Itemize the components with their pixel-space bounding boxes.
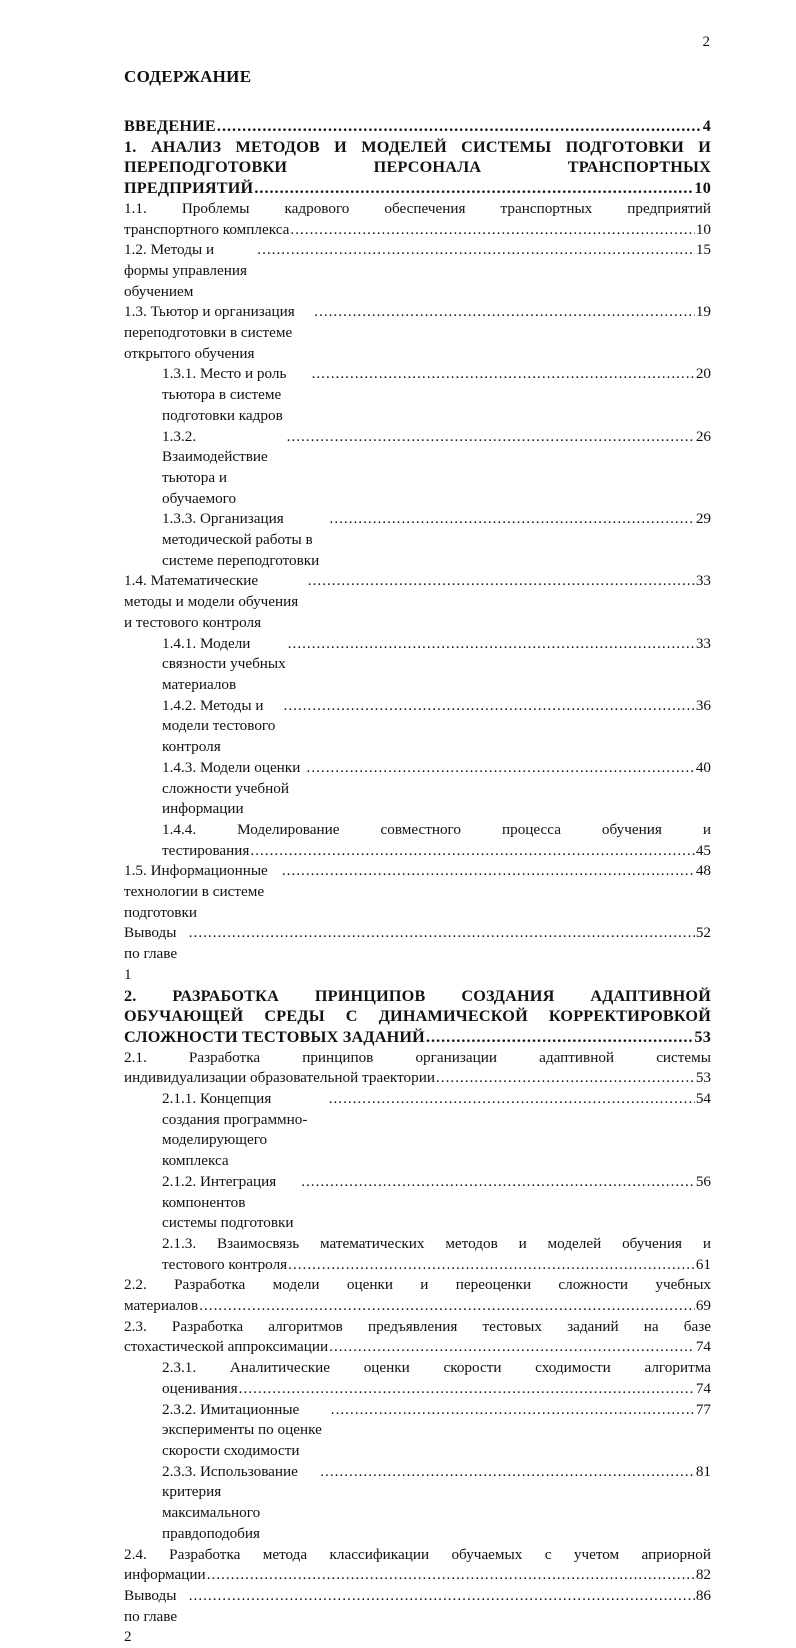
toc-entry-title-line: оценивания <box>162 1379 238 1397</box>
dot-leader <box>426 1027 693 1048</box>
toc-entry-title: 1.4. Математические методы и модели обучения и тестового контроля <box>124 572 299 631</box>
toc-title: СОДЕРЖАНИЕ <box>124 67 252 86</box>
toc-entry-title-line: 1. АНАЛИЗ МЕТОДОВ И МОДЕЛЕЙ СИСТЕМЫ ПОДГОТОВКИ И <box>124 137 711 156</box>
toc-entry-title: 2.1.1. Концепция создания программно-моделирующего комплекса <box>162 1090 308 1170</box>
dot-leader <box>307 758 695 779</box>
dot-leader <box>287 427 695 448</box>
toc-entry-title-line: 2.3.1. Аналитические оценки скорости сходимости алгоритма <box>162 1359 711 1377</box>
toc-entry-title: 1.2. Методы и формы управления обучением <box>124 241 247 300</box>
toc-entry-title-line: стохастической аппроксимации <box>124 1338 329 1356</box>
toc-entry-s2-3-1[interactable] <box>124 1358 711 1399</box>
toc-entry-page: 4 <box>702 117 711 135</box>
toc-entry-page: 10 <box>695 220 711 238</box>
toc-entry-title: 1.5. Информационные технологии в системе подготовки <box>124 862 268 921</box>
toc-entry-page: 77 <box>695 1400 711 1418</box>
toc-entry-page: 52 <box>695 924 711 942</box>
toc-entry-page: 86 <box>695 1586 711 1604</box>
toc-entry-title: 1.3.3. Организация методической работы в системе переподготовки <box>162 510 320 569</box>
toc-entry-title-line: ОБУЧАЮЩЕЙ СРЕДЫ С ДИНАМИЧЕСКОЙ КОРРЕКТИРОВКОЙ <box>124 1007 711 1026</box>
toc-entry-page: 69 <box>695 1297 711 1315</box>
dot-leader <box>301 1172 695 1193</box>
toc-entry-title: 1.4.3. Модели оценки сложности учебной информации <box>162 758 301 818</box>
dot-leader <box>189 923 695 944</box>
toc-entry-page: 53 <box>695 1069 711 1087</box>
toc-entry-s1-3-2[interactable] <box>124 427 711 510</box>
toc-entry-s2-1-3[interactable] <box>124 1234 711 1275</box>
toc-entry-page: 19 <box>695 303 711 321</box>
dot-leader <box>329 1089 695 1110</box>
toc-entry-title: Выводы по главе 2 <box>124 1586 178 1646</box>
dot-leader <box>284 696 695 717</box>
toc-entry-page: 29 <box>695 510 711 528</box>
toc-entry-s2-2[interactable] <box>124 1275 711 1316</box>
toc-entry-title: ВВЕДЕНИЕ <box>124 117 216 135</box>
toc-entry-title-line: СЛОЖНОСТИ ТЕСТОВЫХ ЗАДАНИЙ <box>124 1027 425 1046</box>
dot-leader <box>312 364 695 385</box>
dot-leader <box>207 1565 695 1586</box>
toc-entry-title: 1.4.1. Модели связности учебных материалов <box>162 634 286 693</box>
toc-entry-page: 74 <box>695 1338 711 1356</box>
toc-entry-page: 33 <box>695 634 711 652</box>
toc-entry-s2-1[interactable] <box>124 1048 711 1089</box>
toc-entry-concl1[interactable] <box>124 923 711 985</box>
toc-entry-title-line: 2.1. Разработка принципов организации адаптивной системы <box>124 1048 711 1066</box>
dot-leader <box>250 841 694 862</box>
toc-entry-title-line: тестового контроля <box>162 1255 288 1273</box>
dot-leader <box>257 240 695 261</box>
toc-entry-s1-4[interactable] <box>124 571 711 633</box>
toc-entry-title-line: ПЕРЕПОДГОТОВКИ ПЕРСОНАЛА ТРАНСПОРТНЫХ <box>124 158 711 177</box>
toc-entry-page: 74 <box>695 1379 711 1397</box>
toc-entry-ch2[interactable] <box>124 986 711 1048</box>
dot-leader <box>314 302 695 323</box>
toc-entry-s1-2[interactable] <box>124 240 711 302</box>
dot-leader <box>239 1379 695 1400</box>
toc-entry-title: 1.3.1. Место и роль тьютора в системе подготовки кадров <box>162 365 287 424</box>
table-of-contents <box>124 116 711 1648</box>
toc-entry-title: 2.1.2. Интеграция компонентов системы подготовки <box>162 1172 294 1232</box>
dot-leader <box>436 1068 695 1089</box>
toc-entry-title-line: тестирования <box>162 841 250 859</box>
dot-leader <box>329 1337 695 1358</box>
toc-entry-title-line: 2. РАЗРАБОТКА ПРИНЦИПОВ СОЗДАНИЯ АДАПТИВНОЙ <box>124 986 711 1005</box>
toc-entry-title-line: 2.3. Разработка алгоритмов предъявления тестовых заданий на базе <box>124 1317 711 1335</box>
toc-entry-page: 10 <box>694 179 711 198</box>
toc-entry-s2-3-2[interactable] <box>124 1400 711 1462</box>
toc-entry-s1-4-3[interactable] <box>124 758 711 820</box>
toc-entry-s1-3-3[interactable] <box>124 509 711 571</box>
toc-entry-page: 61 <box>695 1255 711 1273</box>
toc-entry-page: 56 <box>695 1172 711 1190</box>
toc-entry-title: 1.3.2. Взаимодействие тьютора и обучаемого <box>162 427 268 507</box>
toc-entry-s1-1[interactable] <box>124 199 711 240</box>
toc-entry-title-line: информации <box>124 1566 206 1584</box>
toc-entry-s1-4-1[interactable] <box>124 634 711 696</box>
toc-entry-title-line: 2.4. Разработка метода классификации обучаемых с учетом априорной <box>124 1545 711 1563</box>
toc-entry-page: 15 <box>695 241 711 259</box>
dot-leader <box>308 571 695 592</box>
dot-leader <box>290 220 694 241</box>
toc-entry-title-line: 2.1.3. Взаимосвязь математических методов и моделей обучения и <box>162 1234 711 1252</box>
toc-entry-page: 45 <box>695 841 711 859</box>
toc-entry-title-line: 2.2. Разработка модели оценки и переоценки сложности учебных <box>124 1276 711 1294</box>
toc-entry-ch1[interactable] <box>124 137 711 199</box>
toc-entry-page: 81 <box>695 1462 711 1480</box>
toc-entry-title-line: транспортного комплекса <box>124 220 290 238</box>
toc-entry-page: 36 <box>695 696 711 714</box>
toc-entry-page: 82 <box>695 1566 711 1584</box>
dot-leader <box>330 509 695 530</box>
toc-entry-title: 1.3. Тьютор и организация переподготовки в системе открытого обучения <box>124 303 295 362</box>
dot-leader <box>288 1255 695 1276</box>
toc-entry-intro[interactable] <box>124 116 711 137</box>
toc-entry-title: 1.4.2. Методы и модели тестового контроля <box>162 696 276 756</box>
toc-entry-page: 40 <box>695 758 711 776</box>
toc-entry-s1-4-2[interactable] <box>124 696 711 758</box>
toc-entry-title-line: 1.4.4. Моделирование совместного процесса обучения и <box>162 820 711 838</box>
dot-leader <box>320 1462 695 1483</box>
toc-entry-title-line: ПРЕДПРИЯТИЙ <box>124 179 254 198</box>
toc-entry-title: Выводы по главе 1 <box>124 924 178 983</box>
toc-entry-s2-1-2[interactable] <box>124 1172 711 1234</box>
toc-entry-title: 2.3.3. Использование критерия максимального правдоподобия <box>162 1462 298 1542</box>
toc-entry-title-line: индивидуализации образовательной траектории <box>124 1069 435 1087</box>
toc-entry-page: 33 <box>695 572 711 590</box>
toc-entry-s2-1-1[interactable] <box>124 1089 711 1172</box>
toc-entry-page: 53 <box>694 1027 711 1046</box>
toc-entry-s1-3[interactable] <box>124 302 711 364</box>
toc-entry-title-line: 1.1. Проблемы кадрового обеспечения транспортных предприятий <box>124 199 711 217</box>
toc-entry-s1-4-4[interactable] <box>124 820 711 861</box>
dot-leader <box>254 178 693 199</box>
toc-entry-s1-3-1[interactable] <box>124 364 711 426</box>
toc-entry-page: 26 <box>695 427 711 445</box>
toc-entry-s2-4[interactable] <box>124 1545 711 1586</box>
toc-entry-page: 48 <box>695 862 711 880</box>
toc-entry-title: 2.3.2. Имитационные эксперименты по оценке скорости сходимости <box>162 1400 322 1459</box>
toc-entry-concl2[interactable] <box>124 1586 711 1648</box>
dot-leader <box>288 634 695 655</box>
dot-leader <box>331 1400 695 1421</box>
dot-leader <box>189 1586 695 1607</box>
toc-entry-page: 54 <box>695 1090 711 1108</box>
toc-entry-title-line: материалов <box>124 1297 199 1315</box>
toc-entry-page: 20 <box>695 365 711 383</box>
toc-entry-s2-3-3[interactable] <box>124 1462 711 1545</box>
dot-leader <box>199 1296 695 1317</box>
toc-entry-s1-5[interactable] <box>124 861 711 923</box>
toc-entry-s2-3[interactable] <box>124 1317 711 1358</box>
page-number: 2 <box>702 34 710 50</box>
dot-leader <box>282 861 695 882</box>
dot-leader <box>217 116 702 137</box>
